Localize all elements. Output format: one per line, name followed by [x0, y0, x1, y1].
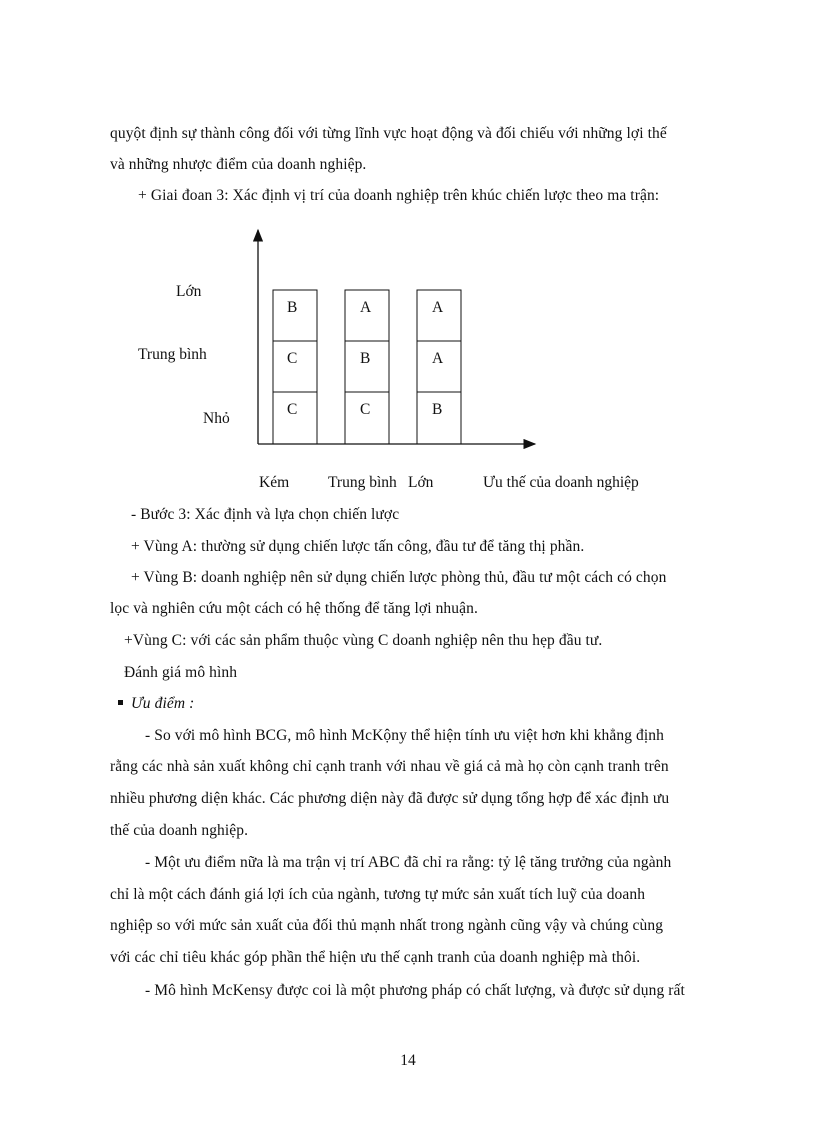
matrix-cell: B [287, 299, 298, 316]
advantage-1-line: nhiều phương diện khác. Các phương diện này đã được sử dụng tổng hợp để xác định ưu [110, 790, 670, 807]
x-label-medium: Trung bình [328, 474, 397, 491]
advantage-2-line: nghiệp so với mức sản xuất của đối thủ mạnh nhất trong ngành cũng vậy và chúng cùng [110, 917, 664, 934]
matrix-cell: C [287, 401, 298, 418]
position-matrix-diagram [0, 0, 816, 520]
body-text-line: và những nhược điểm của doanh nghiệp. [110, 156, 367, 173]
matrix-cell: A [432, 299, 444, 316]
y-label-small: Nhỏ [203, 410, 230, 427]
matrix-cell: C [360, 401, 371, 418]
advantage-2-line: - Một ưu điểm nữa là ma trận vị trí ABC đã chỉ ra rằng: tỷ lệ tăng trưởng của ngành [145, 854, 672, 871]
x-label-strong: Lớn [408, 474, 434, 491]
advantage-1-line: rằng các nhà sản xuất không chỉ cạnh tranh với nhau về giá cả mà họ còn cạnh tranh trên [110, 758, 669, 775]
evaluation-heading: Đánh giá mô hình [124, 664, 238, 681]
advantage-1-line: thế của doanh nghiệp. [110, 822, 249, 839]
advantage-3-line: - Mô hình McKensy được coi là một phương pháp có chất lượng, và được sử dụng rất [145, 982, 685, 999]
y-label-large: Lớn [176, 283, 202, 300]
matrix-cell: A [432, 350, 444, 367]
matrix-cell: C [287, 350, 298, 367]
step-3-heading: - Bước 3: Xác định và lựa chọn chiến lược [131, 506, 400, 523]
advantage-2-line: chỉ là một cách đánh giá lợi ích của ngành, tương tự mức sản xuất tích luỹ của doanh [110, 886, 646, 903]
zone-c-text: +Vùng C: với các sản phẩm thuộc vùng C doanh nghiệp nên thu hẹp đầu tư. [124, 632, 603, 649]
square-bullet-icon [118, 700, 123, 705]
advantage-2-line: với các chỉ tiêu khác góp phần thể hiện ưu thế cạnh tranh của doanh nghiệp mà thôi. [110, 949, 641, 966]
y-label-medium: Trung bình [138, 346, 207, 363]
zone-b-text: + Vùng B: doanh nghiệp nên sử dụng chiến lược phòng thủ, đầu tư một cách có chọn [131, 569, 667, 586]
x-label-weak: Kém [259, 474, 290, 491]
matrix-cell: A [360, 299, 372, 316]
stage-3-heading: + Giai đoan 3: Xác định vị trí của doanh nghiệp trên khúc chiến lược theo ma trận: [138, 187, 660, 204]
matrix-cell: B [360, 350, 371, 367]
advantages-heading [118, 694, 194, 714]
body-text-line: quyột định sự thành công đối với từng lĩnh vực hoạt động và đối chiếu với những lợi thế [110, 125, 667, 142]
page-number: 14 [400, 1052, 416, 1069]
matrix-cell: B [432, 401, 443, 418]
advantages-heading-text: Ưu điểm : [131, 695, 195, 712]
advantage-1-line: - So với mô hình BCG, mô hình McKộny thể hiện tính ưu việt hơn khi khẳng định [145, 727, 665, 744]
zone-a-text: + Vùng A: thường sử dụng chiến lược tấn công, đầu tư để tăng thị phần. [131, 538, 585, 555]
x-axis-title: Ưu thế của doanh nghiệp [483, 474, 639, 491]
zone-b-text: lọc và nghiên cứu một cách có hệ thống để tăng lợi nhuận. [110, 600, 478, 617]
